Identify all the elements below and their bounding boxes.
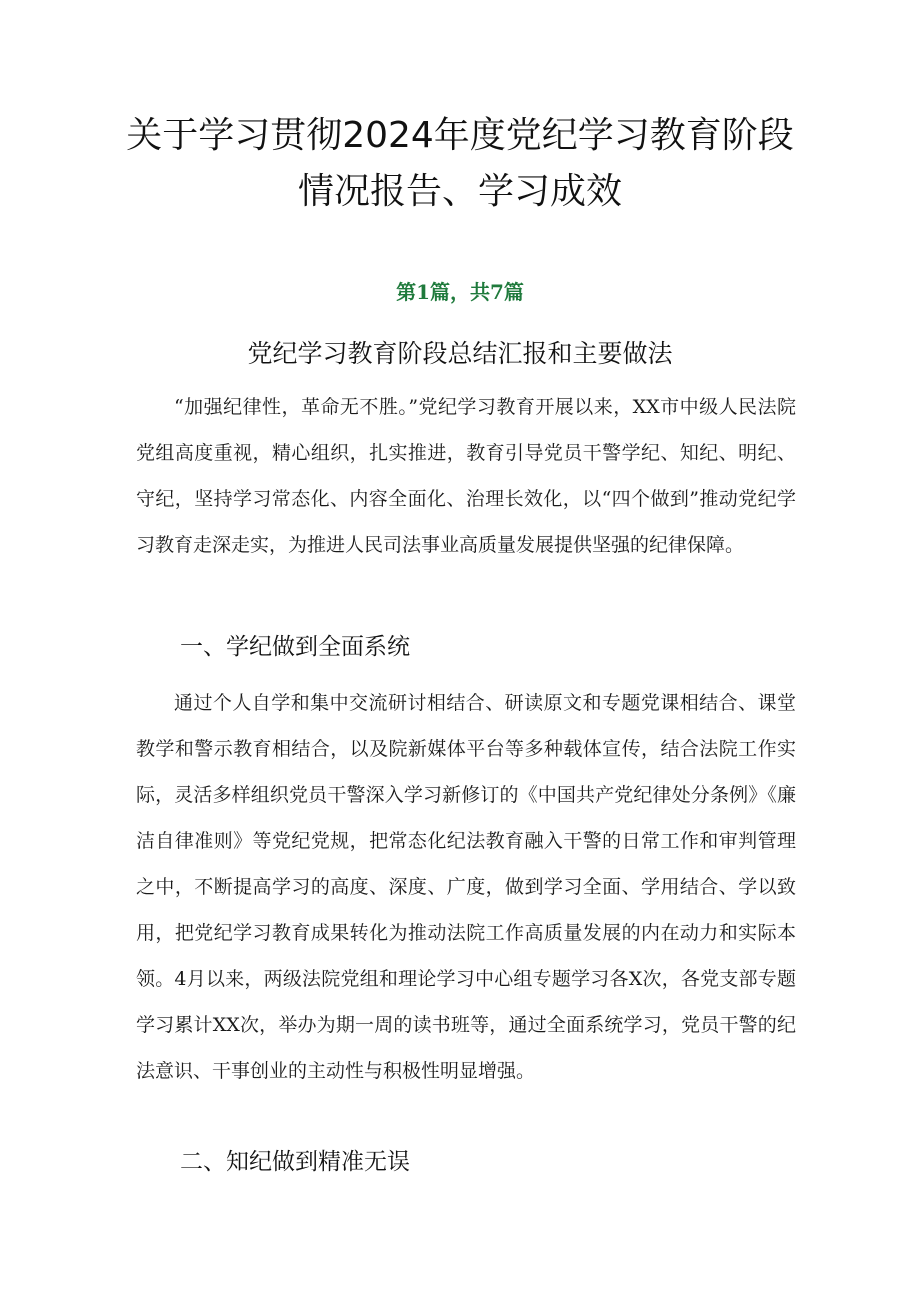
section-title: 党纪学习教育阶段总结汇报和主要做法 [247,339,673,368]
title-line-2: 情况报告、学习成效 [297,171,622,212]
title-line-1: 关于学习贯彻2024年度党纪学习教育阶段 [126,115,794,156]
heading-know-discipline: 二、知纪做到精准无误 [180,1149,410,1175]
part-label: 第1篇，共7篇 [396,280,524,304]
paragraph-intro: “加强纪律性，革命无不胜。”党纪学习教育开展以来，XX市中级人民法院党组高度重视，精心组织，扎实推进，教育引导党员干警学纪、知纪、明纪、守纪，坚持学习常态化、内容全面化、治理长效化，以“四个做到”推动党纪学习教育走深走实，为推进人民司法事业高质量发展提供坚强的纪律保障。 [136,396,796,556]
document-title [100,108,820,220]
paragraph-study-discipline: 通过个人自学和集中交流研讨相结合、研读原文和专题党课相结合、课堂教学和警示教育相结合，以及院新媒体平台等多种载体宣传，结合法院工作实际，灵活多样组织党员干警深入学习新修订的《中国共产党纪律处分条例》《廉洁自律准则》等党纪党规，把常态化纪法教育融入干警的日常工作和审判管理之中，不断提高学习的高度、深度、广度，做到学习全面、学用结合、学以致用，把党纪学习教育成果转化为推动法院工作高质量发展的内在动力和实际本领。4月以来，两级法院党组和理论学习中心组专题学习各X次，各党支部专题学习累计XX次，举办为期一周的读书班等，通过全面系统学习，党员干警的纪法意识、干事创业的主动性与积极性明显增强。 [136,692,796,1082]
heading-study-discipline: 一、学纪做到全面系统 [180,634,410,660]
